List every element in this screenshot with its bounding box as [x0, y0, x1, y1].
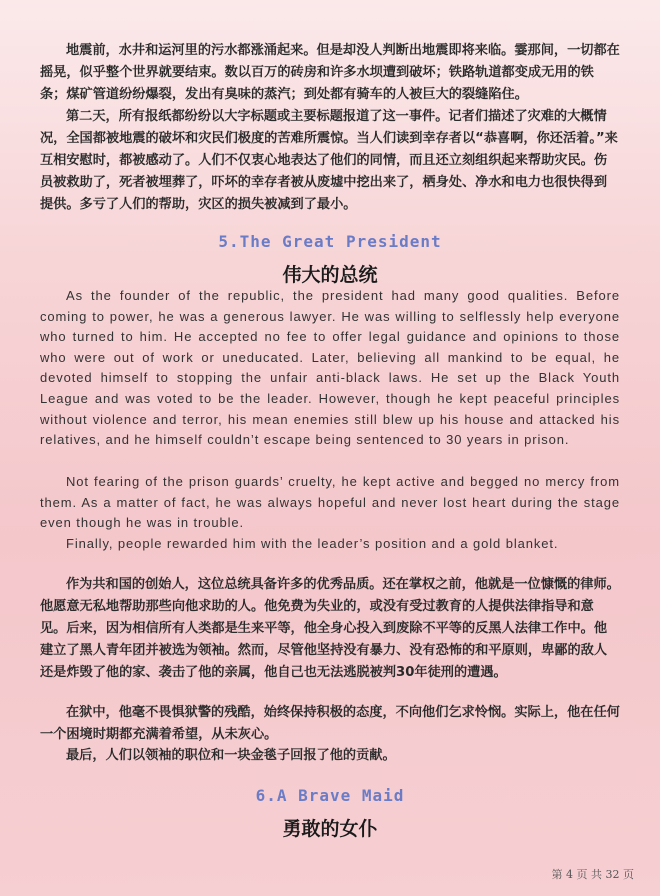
section-5-english-paragraph-1: As the founder of the republic, the president had many good qualities. Before coming to power, he was a generous lawyer. He was willing to selflessly help everyone who turned to him. He accepted no fee to offer legal guidance and opinions to those who were out of work or uneducated. Later, believing all mankind to be equal, he devoted himself to stopping the unfair anti-black laws. He set up the Black Youth League and was voted to be the leader. However, though he kept peaceful principles without violence and terror, his mean enemies still blew up his house and attacked his relatives, and he himself couldn’t escape being sentenced to 30 years in prison. — [40, 288, 620, 448]
story4-paragraph-2: 第二天，所有报纸都纷纷以大字标题或主要标题报道了这一事件。记者们描述了灾难的大概情况，全国都被地震的破坏和灾民们极度的苦难所震惊。当人们读到幸存者以“恭喜啊，你还活着。”来互相安慰时，都被感动了。人们不仅衷心地表达了他们的同情，而且还立刻组织起来帮助灾民。伤员被救助了，死者被埋葬了，吓坏的幸存者被从废墟中挖出来了，栖身处、净水和电力也很快得到提供。多亏了人们的帮助，灾区的损失被减到了最小。 — [40, 109, 618, 212]
section-5-chinese-title: 伟大的总统 — [282, 264, 378, 286]
section-6-english-title: 6.A Brave Maid — [255, 786, 405, 805]
section-6-chinese-title: 勇敢的女仆 — [282, 818, 378, 840]
section-5-english-paragraph-2: Not fearing of the prison guards’ cruelty, he kept active and begged no mercy from them. As a matter of fact, he was always hopeful and never lost heart during the stage even though he was in trouble. — [40, 474, 620, 531]
section-5-chinese-paragraph-3: 最后，人们以领袖的职位和一块金毯子回报了他的贡献。 — [66, 748, 396, 763]
section-5-chinese-paragraph-2: 在狱中，他毫不畏惧狱警的残酷，始终保持积极的态度，不向他们乞求怜悯。实际上，他在任何一个困境时期都充满着希望，从未灰心。 — [40, 705, 620, 742]
section-5-english-title: 5.The Great President — [218, 232, 442, 251]
story4-paragraph-1: 地震前，水井和运河里的污水都涨涌起来。但是却没人判断出地震即将来临。霎那间，一切都在摇晃，似乎整个世界就要结束。数以百万的砖房和许多水坝遭到破坏；铁路轨道都变成无用的铁条；煤矿管道纷纷爆裂，发出有臭味的蒸汽；到处都有骑车的人被巨大的裂缝陷住。 — [40, 43, 620, 102]
section-5-english-paragraph-3: Finally, people rewarded him with the leader’s position and a gold blanket. — [66, 536, 559, 551]
page-number-footer: 第 4 页 共 32 页 — [551, 868, 634, 881]
section-5-chinese-paragraph-1: 作为共和国的创始人，这位总统具备许多的优秀品质。还在掌权之前，他就是一位慷慨的律师。他愿意无私地帮助那些向他求助的人。他免费为失业的，或没有受过教育的人提供法律指导和意见。后来，因为相信所有人类都是生来平等，他全身心投入到废除不平等的反黑人法律工作中。他建立了黑人青年团并被选为领袖。然而，尽管他坚持没有暴力、没有恐怖的和平原则，卑鄙的敌人还是炸毁了他的家、袭击了他的亲属，他自己也无法逃脱被判30年徒刑的遭遇。 — [40, 577, 620, 680]
